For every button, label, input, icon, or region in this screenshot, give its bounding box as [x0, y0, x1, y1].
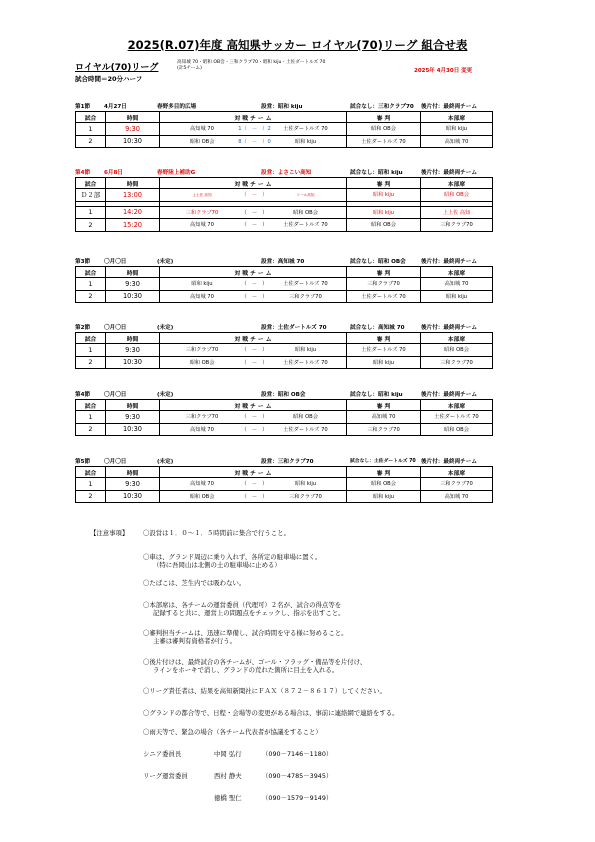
match-number: 1	[76, 478, 106, 491]
match-row	[76, 344, 493, 357]
match-teams	[160, 423, 347, 436]
referee: 三和クラブ70	[347, 278, 421, 291]
home-team: 高知城 70	[190, 426, 214, 433]
match-table	[75, 466, 493, 503]
section-header	[75, 256, 487, 266]
referee: 昭和 OB会	[347, 478, 421, 491]
match-number: 1	[76, 206, 106, 219]
round-venue: (未定)	[157, 325, 174, 331]
hq-team: 三和クラブ70	[421, 478, 493, 491]
match-table	[75, 332, 493, 369]
referee: 昭和 kiju	[347, 356, 421, 369]
header-time: 時間	[106, 267, 160, 278]
match-table	[75, 177, 493, 232]
referee: 三和クラブ70	[347, 423, 421, 436]
round-bye: 試合なし：土佐ダートルズ 70	[350, 459, 416, 464]
note-item: 〇車は、グランド周辺に乗り入れず、各所定の駐車場に置く。	[143, 553, 322, 561]
round-label: 第4節	[75, 170, 91, 176]
contact-phone: （090－4785－3945）	[262, 772, 333, 780]
score: （ － ）	[241, 359, 268, 366]
hq-team: 昭和 OB会	[421, 344, 493, 357]
hq-team: 高知城 70	[421, 278, 493, 291]
match-teams	[160, 356, 347, 369]
match-table	[75, 399, 493, 436]
referee: 昭和 kiju	[347, 206, 421, 219]
section-header	[75, 389, 487, 399]
section-round-6	[75, 456, 487, 503]
section-round-3	[75, 256, 487, 303]
round-host: 設営：昭和 OB会	[261, 392, 306, 398]
hq-team: 上土佐 高知	[421, 206, 493, 219]
score: （ － ）	[241, 293, 268, 300]
home-team: 高知城 70	[190, 481, 214, 488]
hq-team: 昭和 kiju	[421, 290, 493, 303]
table-header-row	[76, 400, 493, 411]
home-team: 昭和 OB会	[189, 138, 215, 145]
round-label: 第3節	[75, 259, 91, 265]
away-team: 昭和 OB会	[293, 414, 318, 421]
note-item: 〇グランドの都合等で、日程・会場等の変更がある場合は、事前に連絡網で連絡をする。	[143, 709, 399, 717]
match-number: 2	[76, 356, 106, 369]
round-cleanup: 後片付：最終両チーム	[421, 170, 477, 176]
round-bye: 試合なし：高知城 70	[350, 325, 405, 331]
contact-name: 徳橋 聖仁	[214, 794, 242, 802]
score: （ － ）	[241, 192, 268, 199]
section-round-4	[75, 322, 487, 369]
round-venue: 春野多目的広場	[157, 104, 197, 110]
round-venue: (未定)	[157, 459, 174, 465]
team-list	[177, 60, 325, 72]
note-item: 〇本部席は、各チームの運営委員（代理可）２名が、試合の得点等を	[143, 601, 342, 609]
header-referee: 審 判	[347, 333, 421, 344]
away-team: 土佐ダートルズ 70	[283, 281, 328, 288]
match-teams	[160, 278, 347, 291]
round-venue: 春野陸上補助G	[157, 170, 196, 176]
round-date: 4月27日	[104, 104, 127, 110]
note-item: 〇審判担当チームは、迅速に準備し、試合時間を守る様に努めること。	[143, 629, 348, 637]
note-item: 〇雨天等で、緊急の場合（各チーム代表者が協議をすること）	[143, 728, 322, 736]
away-team: リール高知	[296, 193, 315, 198]
round-label: 第5節	[75, 459, 91, 465]
header-match: 試合	[76, 267, 106, 278]
match-number: 1	[76, 278, 106, 291]
round-label: 第1節	[75, 104, 91, 110]
contact-phone: （090－7146－1180）	[262, 750, 333, 758]
score: 8（ － ）0	[238, 138, 271, 145]
section-round-2	[75, 167, 487, 232]
contact-phone: （090－1579－9149）	[262, 794, 333, 802]
header-hq: 本部席	[421, 400, 493, 411]
note-item: （特に吾岡山は北側の土の駐車場に止める）	[153, 561, 281, 569]
match-number: 2	[76, 135, 106, 148]
round-venue: (未定)	[157, 259, 174, 265]
away-team: 昭和 kiju	[294, 138, 317, 145]
match-time: 9:30	[106, 411, 160, 424]
match-row	[76, 411, 493, 424]
match-row	[76, 478, 493, 491]
referee: 昭和 kiju	[347, 490, 421, 503]
away-team: 土佐ダートルズ 70	[283, 222, 328, 229]
section-round-1	[75, 101, 487, 148]
home-team: 昭和 OB会	[189, 493, 215, 500]
match-teams	[160, 135, 347, 148]
match-teams	[160, 206, 347, 219]
header-hq: 本部席	[421, 112, 493, 123]
contact-name: 西村 静夫	[214, 772, 242, 780]
note-item: 〇設営は１．０～１．５時間前に集合で行うこと。	[143, 529, 290, 537]
match-number: 1	[76, 411, 106, 424]
away-team: 昭和 OB会	[293, 209, 318, 216]
home-team: 昭和 OB会	[189, 359, 215, 366]
referee: 土佐ダートルズ 70	[347, 290, 421, 303]
header-teams: 対 戦 チ ー ム	[160, 112, 347, 123]
header-match: 試合	[76, 400, 106, 411]
round-label: 第4節	[75, 392, 91, 398]
page-title: 2025(R.07)年度 高知県サッカー ロイヤル(70)リーグ 組合せ表	[127, 38, 468, 52]
header-hq: 本部席	[421, 467, 493, 478]
header-hq: 本部席	[421, 267, 493, 278]
header-hq: 本部席	[421, 333, 493, 344]
match-time: 9:30	[106, 344, 160, 357]
match-row	[76, 123, 493, 136]
note-item: ラインをホーキで消し、グランドの荒れた箇所に目土を入れる。	[153, 666, 339, 674]
match-row	[76, 219, 493, 232]
match-number: 2	[76, 290, 106, 303]
match-teams	[160, 490, 347, 503]
round-cleanup: 後片付：最終両チーム	[421, 104, 477, 110]
score: （ － ）	[241, 493, 268, 500]
match-time: 10:30	[106, 135, 160, 148]
section-header	[75, 167, 487, 177]
round-cleanup: 後片付：最終両チーム	[421, 459, 477, 465]
table-header-row	[76, 467, 493, 478]
hq-team: 昭和 OB会	[421, 189, 493, 202]
referee: 高知城 70	[347, 411, 421, 424]
team-list-line: 高知城 70・昭和 OB会・三和クラブ70・昭和 kiju・土佐ダートルズ 70	[177, 60, 326, 65]
home-team: 高知城 70	[190, 293, 214, 300]
match-time: 9:30	[106, 278, 160, 291]
match-number: 2	[76, 423, 106, 436]
header-referee: 審 判	[347, 267, 421, 278]
away-team: 土佐ダートルズ 70	[283, 359, 328, 366]
match-time: 10:30	[106, 490, 160, 503]
header-time: 時間	[106, 178, 160, 189]
round-bye: 試合なし：昭和 OB会	[350, 259, 406, 265]
match-time: 10:30	[106, 356, 160, 369]
round-bye: 試合なし：昭和 kiju	[350, 170, 403, 176]
round-bye: 試合なし：三和クラブ70	[350, 104, 414, 110]
home-team: 上土佐 高知	[192, 193, 212, 198]
match-table	[75, 266, 493, 303]
header-match: 試合	[76, 112, 106, 123]
away-team: 土佐ダートルズ 70	[283, 426, 328, 433]
match-teams	[160, 219, 347, 232]
revision-date: 2025年 4月30日 変更	[414, 68, 473, 74]
match-number: Ｄ２部	[76, 189, 106, 202]
referee: 土佐ダートルズ 70	[347, 344, 421, 357]
notes-label: 【注意事項】	[90, 529, 129, 537]
home-team: 三和クラブ70	[185, 209, 219, 216]
away-team: 三和クラブ70	[289, 293, 322, 300]
round-host: 設営：昭和 kiju	[261, 104, 303, 110]
header-teams: 対 戦 チ ー ム	[160, 333, 347, 344]
header-referee: 審 判	[347, 112, 421, 123]
header-match: 試合	[76, 333, 106, 344]
match-row	[76, 278, 493, 291]
note-item: 〇リーグ責任者は、結果を高知新聞社にＦＡＸ（８７２－８６１７）してください。	[143, 687, 386, 695]
note-item: 〇後片付けは、最終試合の各チームが、ゴール・フラッグ・備品等を片付け、	[143, 658, 367, 666]
match-time: 15:20	[106, 219, 160, 232]
hq-team: 三和クラブ70	[421, 219, 493, 232]
referee: 土佐ダートルズ 70	[347, 135, 421, 148]
match-time: 14:20	[106, 206, 160, 219]
contact-role: リーグ運営委員	[143, 772, 188, 780]
home-team: 昭和 kiju	[191, 281, 213, 288]
section-round-5	[75, 389, 487, 436]
match-row	[76, 490, 493, 503]
match-duration: 試合時間＝20分ハーフ	[75, 75, 143, 83]
table-header-row	[76, 267, 493, 278]
match-time: 9:30	[106, 123, 160, 136]
note-item: 〇たばこは、芝生内では吸わない。	[143, 579, 246, 587]
match-row	[76, 423, 493, 436]
section-header	[75, 101, 487, 111]
referee: 昭和 OB会	[347, 123, 421, 136]
match-teams	[160, 123, 347, 136]
match-number: 2	[76, 219, 106, 232]
hq-team: 三和クラブ70	[421, 356, 493, 369]
header-referee: 審 判	[347, 400, 421, 411]
round-date: 〇月〇日	[104, 325, 127, 331]
referee: 昭和 OB会	[347, 219, 421, 232]
match-row	[76, 356, 493, 369]
away-team: 三和クラブ70	[289, 493, 322, 500]
home-team: 高知城 70	[190, 126, 214, 133]
match-number: 1	[76, 344, 106, 357]
match-teams	[160, 411, 347, 424]
score: （ － ）	[241, 426, 268, 433]
round-date: 〇月〇日	[104, 392, 127, 398]
round-venue: (未定)	[157, 392, 174, 398]
score: （ － ）	[241, 222, 268, 229]
home-team: 三和クラブ70	[185, 414, 219, 421]
table-header-row	[76, 178, 493, 189]
home-team: 三和クラブ70	[185, 347, 219, 354]
round-date: 〇月〇日	[104, 459, 127, 465]
away-team: 土佐ダートルズ 70	[283, 126, 328, 133]
match-number: 1	[76, 123, 106, 136]
match-teams	[160, 189, 347, 202]
contact-name: 中岡 弘行	[214, 750, 242, 758]
round-cleanup: 後片付：最終両チーム	[421, 259, 477, 265]
score: （ － ）	[241, 281, 268, 288]
match-row	[76, 135, 493, 148]
hq-team: 土佐ダートルズ 70	[421, 411, 493, 424]
match-time: 10:30	[106, 423, 160, 436]
match-row	[76, 206, 493, 219]
round-date: 〇月〇日	[104, 259, 127, 265]
header-teams: 対 戦 チ ー ム	[160, 178, 347, 189]
round-bye: 試合なし：昭和 kiju	[350, 392, 403, 398]
match-number: 2	[76, 490, 106, 503]
round-host: 設営：三和クラブ70	[261, 459, 314, 465]
table-header-row	[76, 112, 493, 123]
hq-team: 高知城 70	[421, 490, 493, 503]
header-time: 時間	[106, 333, 160, 344]
hq-team: 高知城 70	[421, 135, 493, 148]
header-hq: 本部席	[421, 178, 493, 189]
team-count: (計5チーム)	[177, 66, 202, 71]
match-row	[76, 290, 493, 303]
score: 1（ － ）2	[238, 126, 271, 133]
match-time: 10:30	[106, 290, 160, 303]
note-item: 記録すると共に、運営上の問題点をチェックし、指示を出すこと。	[153, 609, 345, 617]
home-team: 高知城 70	[190, 222, 214, 229]
table-header-row	[76, 333, 493, 344]
score: （ － ）	[241, 347, 268, 354]
hq-team: 昭和 OB会	[421, 423, 493, 436]
match-teams	[160, 344, 347, 357]
round-date: 6月8日	[104, 170, 123, 176]
header-time: 時間	[106, 400, 160, 411]
match-time: 9:30	[106, 478, 160, 491]
round-host: 設営：よさこい高知	[261, 170, 312, 176]
match-teams	[160, 478, 347, 491]
round-label: 第2節	[75, 325, 91, 331]
match-table	[75, 111, 493, 148]
extra-match-row	[76, 189, 493, 202]
header-referee: 審 判	[347, 178, 421, 189]
league-name: ロイヤル(70)リーグ	[75, 63, 159, 73]
referee: 昭和 kiju	[347, 189, 421, 202]
section-header	[75, 322, 487, 332]
match-teams	[160, 290, 347, 303]
round-host: 設営：高知城 70	[261, 259, 305, 265]
header-teams: 対 戦 チ ー ム	[160, 267, 347, 278]
score: （ － ）	[241, 209, 268, 216]
header-time: 時間	[106, 467, 160, 478]
round-cleanup: 後片付：最終両チーム	[421, 325, 477, 331]
away-team: 昭和 kiju	[294, 481, 317, 488]
note-item: 主審は審判有資格者が行う。	[153, 637, 237, 645]
score: （ － ）	[241, 414, 268, 421]
away-team: 昭和 kiju	[294, 347, 317, 354]
section-header	[75, 456, 487, 466]
hq-team: 昭和 kiju	[421, 123, 493, 136]
header-match: 試合	[76, 178, 106, 189]
match-time: 13:00	[106, 189, 160, 202]
header-match: 試合	[76, 467, 106, 478]
header-teams: 対 戦 チ ー ム	[160, 467, 347, 478]
header-teams: 対 戦 チ ー ム	[160, 400, 347, 411]
header-referee: 審 判	[347, 467, 421, 478]
round-cleanup: 後片付：最終両チーム	[421, 392, 477, 398]
header-time: 時間	[106, 112, 160, 123]
round-host: 設営：土佐ダートルズ 70	[261, 325, 327, 331]
contact-role: シニア委員長	[143, 750, 182, 758]
score: （ － ）	[241, 481, 268, 488]
